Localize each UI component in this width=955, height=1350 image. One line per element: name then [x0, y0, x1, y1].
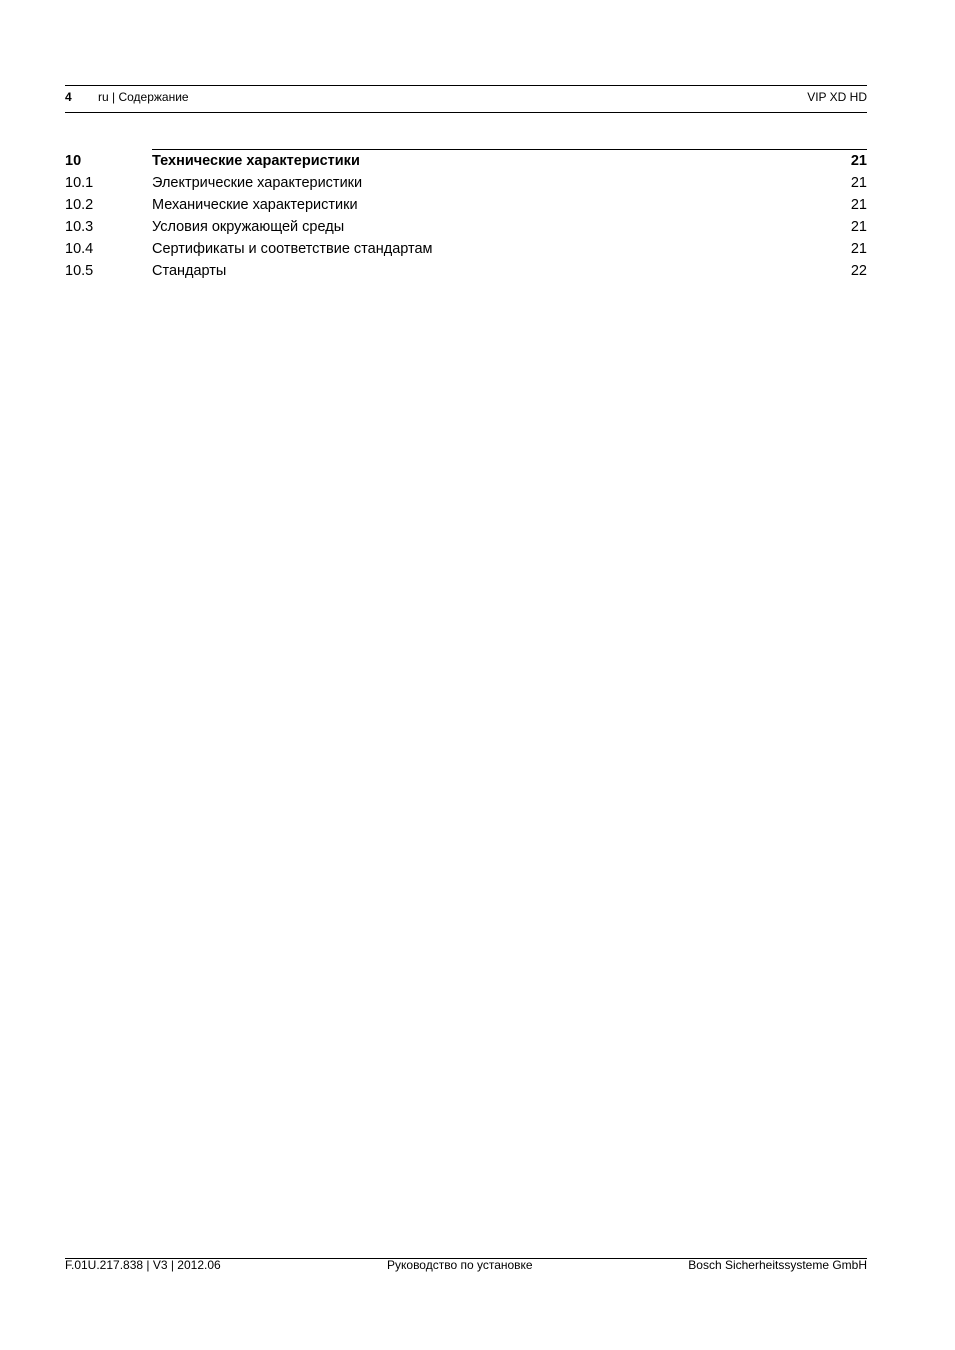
footer-document-type: Руководство по установке: [387, 1258, 533, 1272]
toc-entry-number: 10.2: [65, 197, 94, 213]
toc-entry-number: 10: [65, 153, 82, 169]
toc-entry-title: Технические характеристики: [152, 153, 360, 169]
toc-entry-number: 10.5: [65, 263, 94, 279]
header-section-title: ru | Содержание: [98, 90, 189, 104]
toc-entry-10-4[interactable]: [65, 238, 867, 260]
toc-entry-page: 21: [850, 241, 867, 257]
toc-entry-title: Сертификаты и соответствие стандартам: [152, 241, 433, 257]
header-product-name: VIP XD HD: [807, 90, 867, 104]
toc-entry-page: 21: [850, 175, 867, 191]
toc-entry-number: 10.1: [65, 175, 94, 191]
header-rule-top: [65, 85, 867, 86]
toc-entry-title: Стандарты: [152, 263, 227, 279]
toc-entry-page: 21: [850, 153, 867, 169]
table-of-contents: [65, 150, 867, 282]
toc-entry-number: 10.4: [65, 241, 94, 257]
footer-company: Bosch Sicherheitssysteme GmbH: [688, 1258, 867, 1272]
toc-entry-chapter-10[interactable]: [65, 150, 867, 172]
toc-entry-10-3[interactable]: [65, 216, 867, 238]
toc-entry-page: 21: [850, 197, 867, 213]
header-rule-bottom: [65, 112, 867, 113]
toc-entry-10-5[interactable]: [65, 260, 867, 282]
toc-entry-page: 22: [850, 263, 867, 279]
toc-entry-page: 21: [850, 219, 867, 235]
toc-entry-10-2[interactable]: [65, 194, 867, 216]
footer-document-id: F.01U.217.838 | V3 | 2012.06: [65, 1258, 221, 1272]
toc-entry-title: Электрические характеристики: [152, 175, 363, 191]
toc-entry-10-1[interactable]: [65, 172, 867, 194]
header-page-number: 4: [65, 90, 72, 104]
toc-entry-title: Механические характеристики: [152, 197, 358, 213]
toc-entry-title: Условия окружающей среды: [152, 219, 345, 235]
toc-entry-number: 10.3: [65, 219, 94, 235]
